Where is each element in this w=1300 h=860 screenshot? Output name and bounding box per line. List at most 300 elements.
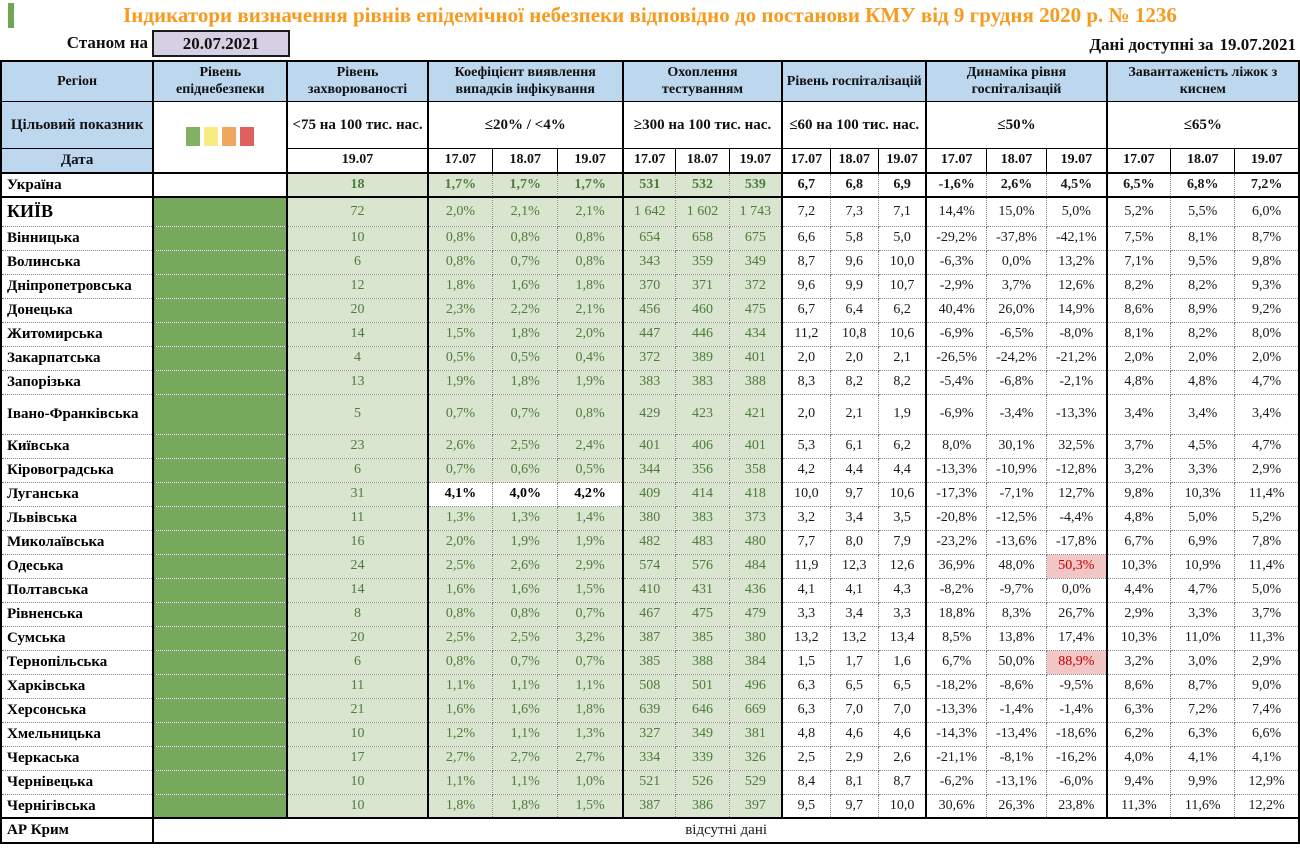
oxygen-beds-value: 7,2% [1235, 173, 1299, 197]
hospitalization-value: 4,3 [878, 578, 926, 602]
testing-value: 372 [729, 274, 782, 298]
incidence-value: 13 [287, 370, 427, 394]
incidence-value: 16 [287, 530, 427, 554]
testing-value: 383 [676, 506, 729, 530]
testing-value: 421 [729, 394, 782, 434]
date-cell: 17.07 [623, 148, 676, 173]
testing-value: 521 [623, 770, 676, 794]
hospitalization-dynamics-value: -4,4% [1047, 506, 1107, 530]
hospitalization-dynamics-value: -1,6% [926, 173, 986, 197]
testing-value: 414 [676, 482, 729, 506]
hospitalization-value: 13,4 [878, 626, 926, 650]
epidemic-level-legend [153, 101, 287, 173]
hospitalization-dynamics-value: 5,0% [1047, 197, 1107, 226]
table-body [1, 173, 1299, 843]
testing-value: 658 [676, 226, 729, 250]
oxygen-beds-value: 4,8% [1107, 370, 1171, 394]
meta-row [0, 30, 1300, 60]
epidemic-level-cell [153, 506, 287, 530]
detection-coef-value: 1,1% [493, 770, 558, 794]
oxygen-beds-value: 6,3% [1171, 722, 1235, 746]
hospitalization-value: 6,3 [782, 674, 830, 698]
as-of-label: Станом на [66, 33, 148, 52]
region-name: Київська [1, 434, 153, 458]
hospitalization-dynamics-value: -2,9% [926, 274, 986, 298]
oxygen-beds-value: 11,3% [1107, 794, 1171, 818]
incidence-value: 23 [287, 434, 427, 458]
testing-value: 460 [676, 298, 729, 322]
table-row [1, 434, 1299, 458]
hospitalization-dynamics-value: -12,5% [986, 506, 1046, 530]
detection-coef-value: 1,7% [428, 173, 493, 197]
detection-coef-column-header: Коефіцієнт виявлення випадків інфікування [428, 61, 623, 101]
hospitalization-dynamics-target: ≤50% [926, 101, 1106, 148]
region-name: Луганська [1, 482, 153, 506]
hospitalization-dynamics-value: 23,8% [1047, 794, 1107, 818]
table-row [1, 173, 1299, 197]
oxygen-beds-value: 4,8% [1107, 506, 1171, 530]
hospitalization-value: 7,1 [878, 197, 926, 226]
detection-coef-value: 0,7% [493, 250, 558, 274]
incidence-value: 10 [287, 722, 427, 746]
detection-coef-value: 2,0% [558, 322, 623, 346]
hospitalization-dynamics-value: 26,7% [1047, 602, 1107, 626]
detection-coef-value: 2,1% [558, 197, 623, 226]
detection-coef-value: 0,8% [558, 250, 623, 274]
epidemic-level-cell [153, 746, 287, 770]
region-name: Житомирська [1, 322, 153, 346]
detection-coef-value: 0,4% [558, 346, 623, 370]
detection-coef-value: 0,8% [558, 226, 623, 250]
incidence-value: 11 [287, 674, 427, 698]
hospitalization-dynamics-value: -6,9% [926, 394, 986, 434]
oxygen-beds-value: 9,3% [1235, 274, 1299, 298]
detection-coef-value: 1,7% [493, 173, 558, 197]
hospitalization-dynamics-value: 14,9% [1047, 298, 1107, 322]
date-cell: 17.07 [428, 148, 493, 173]
oxygen-beds-value: 9,0% [1235, 674, 1299, 698]
indicators-table [0, 60, 1300, 844]
date-cell: 19.07 [878, 148, 926, 173]
hospitalization-value: 7,0 [830, 698, 878, 722]
hospitalization-dynamics-value: -13,3% [926, 458, 986, 482]
oxygen-beds-target: ≤65% [1107, 101, 1299, 148]
hospitalization-value: 13,2 [830, 626, 878, 650]
table-row [1, 298, 1299, 322]
testing-value: 327 [623, 722, 676, 746]
detection-coef-value: 2,5% [428, 554, 493, 578]
testing-value: 467 [623, 602, 676, 626]
hospitalization-value: 7,9 [878, 530, 926, 554]
hospitalization-value: 3,4 [830, 506, 878, 530]
testing-value: 456 [623, 298, 676, 322]
hospitalization-value: 7,2 [782, 197, 830, 226]
table-row [1, 394, 1299, 434]
testing-value: 436 [729, 578, 782, 602]
table-row [1, 322, 1299, 346]
hospitalization-value: 9,7 [830, 794, 878, 818]
hospitalization-value: 8,3 [782, 370, 830, 394]
testing-value: 418 [729, 482, 782, 506]
hospitalization-dynamics-value: 26,3% [986, 794, 1046, 818]
oxygen-beds-value: 7,8% [1235, 530, 1299, 554]
testing-value: 383 [623, 370, 676, 394]
oxygen-beds-value: 3,2% [1107, 650, 1171, 674]
region-name: Хмельницька [1, 722, 153, 746]
date-cell: 18.07 [493, 148, 558, 173]
oxygen-beds-value: 4,7% [1235, 370, 1299, 394]
oxygen-beds-value: 7,1% [1107, 250, 1171, 274]
detection-coef-value: 1,5% [558, 578, 623, 602]
hospitalization-dynamics-value: -13,6% [986, 530, 1046, 554]
hospitalization-dynamics-value: 48,0% [986, 554, 1046, 578]
oxygen-beds-value: 10,3% [1171, 482, 1235, 506]
region-name: Дніпропетровська [1, 274, 153, 298]
epidemic-level-cell [153, 554, 287, 578]
table-row [1, 506, 1299, 530]
detection-coef-value: 1,3% [428, 506, 493, 530]
date-cell: 19.07 [1235, 148, 1299, 173]
hospitalization-value: 3,2 [782, 506, 830, 530]
hospitalization-dynamics-value: -42,1% [1047, 226, 1107, 250]
oxygen-beds-value: 5,0% [1171, 506, 1235, 530]
testing-value: 401 [729, 346, 782, 370]
region-name: Донецька [1, 298, 153, 322]
detection-coef-value: 1,8% [428, 794, 493, 818]
oxygen-beds-value: 7,2% [1171, 698, 1235, 722]
detection-coef-value: 1,3% [558, 722, 623, 746]
detection-coef-value: 0,8% [493, 602, 558, 626]
table-row [1, 626, 1299, 650]
hospitalization-dynamics-value: -37,8% [986, 226, 1046, 250]
hospitalization-dynamics-value: -2,1% [1047, 370, 1107, 394]
region-name: Вінницька [1, 226, 153, 250]
detection-coef-value: 0,7% [493, 394, 558, 434]
oxygen-beds-value: 11,4% [1235, 554, 1299, 578]
oxygen-beds-value: 2,9% [1235, 458, 1299, 482]
oxygen-beds-value: 3,3% [1171, 602, 1235, 626]
detection-coef-value: 1,5% [558, 794, 623, 818]
hospitalization-dynamics-value: 26,0% [986, 298, 1046, 322]
oxygen-beds-value: 8,6% [1107, 674, 1171, 698]
testing-value: 508 [623, 674, 676, 698]
testing-value: 372 [623, 346, 676, 370]
oxygen-beds-value: 11,0% [1171, 626, 1235, 650]
hospitalization-value: 2,6 [878, 746, 926, 770]
hospitalization-value: 11,2 [782, 322, 830, 346]
hospitalization-dynamics-value: -24,2% [986, 346, 1046, 370]
oxygen-beds-value: 4,0% [1107, 746, 1171, 770]
hospitalization-value: 2,0 [782, 394, 830, 434]
hospitalization-value: 12,6 [878, 554, 926, 578]
oxygen-beds-value: 6,0% [1235, 197, 1299, 226]
hospitalization-dynamics-value: 8,0% [926, 434, 986, 458]
detection-coef-value: 2,4% [558, 434, 623, 458]
table-row [1, 650, 1299, 674]
region-name: Тернопільська [1, 650, 153, 674]
testing-value: 370 [623, 274, 676, 298]
epidemic-level-cell [153, 458, 287, 482]
detection-coef-value: 0,7% [558, 602, 623, 626]
detection-coef-value: 1,9% [493, 530, 558, 554]
hospitalization-value: 5,3 [782, 434, 830, 458]
table-row [1, 698, 1299, 722]
epidemic-level-cell [153, 322, 287, 346]
table-row [1, 722, 1299, 746]
oxygen-beds-value: 10,3% [1107, 626, 1171, 650]
oxygen-beds-value: 3,0% [1171, 650, 1235, 674]
region-name: КИЇВ [1, 197, 153, 226]
oxygen-beds-value: 11,3% [1235, 626, 1299, 650]
hospitalization-dynamics-value: -23,2% [926, 530, 986, 554]
hospitalization-value: 4,1 [830, 578, 878, 602]
testing-value: 339 [676, 746, 729, 770]
testing-value: 371 [676, 274, 729, 298]
incidence-value: 21 [287, 698, 427, 722]
oxygen-beds-value: 12,9% [1235, 770, 1299, 794]
detection-coef-value: 0,5% [558, 458, 623, 482]
hospitalization-dynamics-value: -6,0% [1047, 770, 1107, 794]
title-bar [0, 0, 1300, 30]
region-name: Чернівецька [1, 770, 153, 794]
testing-value: 1 743 [729, 197, 782, 226]
testing-value: 383 [676, 370, 729, 394]
detection-coef-value: 2,0% [428, 197, 493, 226]
region-name: Харківська [1, 674, 153, 698]
testing-value: 431 [676, 578, 729, 602]
detection-coef-value: 2,5% [493, 626, 558, 650]
hospitalization-value: 4,4 [878, 458, 926, 482]
hospitalization-value: 6,1 [830, 434, 878, 458]
epidemic-level-cell [153, 370, 287, 394]
oxygen-beds-value: 5,2% [1107, 197, 1171, 226]
incidence-value: 12 [287, 274, 427, 298]
detection-coef-value: 1,6% [428, 578, 493, 602]
testing-value: 385 [676, 626, 729, 650]
table-row [1, 346, 1299, 370]
hospitalization-dynamics-value: -13,3% [1047, 394, 1107, 434]
hospitalization-value: 6,5 [878, 674, 926, 698]
hospitalization-dynamics-value: -13,1% [986, 770, 1046, 794]
oxygen-beds-value: 5,5% [1171, 197, 1235, 226]
oxygen-beds-value: 3,7% [1235, 602, 1299, 626]
hospitalization-dynamics-value: 8,3% [986, 602, 1046, 626]
oxygen-beds-value: 3,7% [1107, 434, 1171, 458]
hospitalization-dynamics-value: 2,6% [986, 173, 1046, 197]
hospitalization-value: 1,9 [878, 394, 926, 434]
epidemic-level-column-header: Рівень епіднебезпеки [153, 61, 287, 101]
testing-value: 446 [676, 322, 729, 346]
testing-value: 484 [729, 554, 782, 578]
oxygen-beds-value: 2,0% [1171, 346, 1235, 370]
detection-coef-value: 1,1% [493, 674, 558, 698]
hospitalization-dynamics-value: 50,0% [986, 650, 1046, 674]
hospitalization-value: 4,6 [830, 722, 878, 746]
oxygen-beds-value: 4,4% [1107, 578, 1171, 602]
table-row [1, 530, 1299, 554]
oxygen-beds-value: 8,9% [1171, 298, 1235, 322]
table-row [1, 250, 1299, 274]
hospitalization-dynamics-value: 13,8% [986, 626, 1046, 650]
testing-value: 529 [729, 770, 782, 794]
date-cell: 18.07 [676, 148, 729, 173]
epidemic-level-cell [153, 794, 287, 818]
testing-value: 334 [623, 746, 676, 770]
hospitalization-value: 8,1 [830, 770, 878, 794]
hospitalization-dynamics-value: -6,3% [926, 250, 986, 274]
oxygen-beds-value: 3,4% [1107, 394, 1171, 434]
incidence-value: 8 [287, 602, 427, 626]
hospitalization-value: 3,5 [878, 506, 926, 530]
hospitalization-dynamics-value: -21,2% [1047, 346, 1107, 370]
epidemic-level-cell [153, 698, 287, 722]
hospitalization-dynamics-value: -18,6% [1047, 722, 1107, 746]
detection-coef-value: 1,2% [428, 722, 493, 746]
region-name: Запорізька [1, 370, 153, 394]
oxygen-beds-value: 4,7% [1171, 578, 1235, 602]
epidemic-level-cell [153, 346, 287, 370]
epidemic-level-cell [153, 173, 287, 197]
testing-value: 423 [676, 394, 729, 434]
hospitalization-value: 8,4 [782, 770, 830, 794]
testing-value: 381 [729, 722, 782, 746]
table-row [1, 482, 1299, 506]
region-name: АР Крим [1, 818, 153, 843]
detection-coef-value: 1,1% [558, 674, 623, 698]
oxygen-beds-value: 7,5% [1107, 226, 1171, 250]
oxygen-beds-value: 3,4% [1171, 394, 1235, 434]
testing-value: 675 [729, 226, 782, 250]
hospitalization-dynamics-value: 15,0% [986, 197, 1046, 226]
oxygen-beds-value: 9,4% [1107, 770, 1171, 794]
testing-value: 388 [729, 370, 782, 394]
epidemic-level-cell [153, 770, 287, 794]
detection-coef-value: 2,1% [558, 298, 623, 322]
testing-column-header: Охоплення тестуванням [623, 61, 782, 101]
oxygen-beds-value: 6,8% [1171, 173, 1235, 197]
hospitalization-dynamics-value: -17,3% [926, 482, 986, 506]
hospitalization-value: 2,9 [830, 746, 878, 770]
epidemic-level-cell [153, 674, 287, 698]
oxygen-beds-value: 2,9% [1107, 602, 1171, 626]
as-of-date-box: 20.07.2021 [152, 30, 290, 57]
hospitalization-value: 5,0 [878, 226, 926, 250]
hospitalization-dynamics-value: 0,0% [986, 250, 1046, 274]
detection-coef-value: 1,6% [493, 698, 558, 722]
oxygen-beds-value: 11,4% [1235, 482, 1299, 506]
detection-coef-value: 4,0% [493, 482, 558, 506]
testing-value: 389 [676, 346, 729, 370]
detection-coef-value: 1,9% [558, 530, 623, 554]
incidence-value: 10 [287, 794, 427, 818]
hospitalization-dynamics-value: 17,4% [1047, 626, 1107, 650]
testing-value: 479 [729, 602, 782, 626]
table-row [1, 602, 1299, 626]
testing-value: 359 [676, 250, 729, 274]
hospitalization-value: 11,9 [782, 554, 830, 578]
hospitalization-dynamics-value: 3,7% [986, 274, 1046, 298]
hospitalization-value: 9,6 [830, 250, 878, 274]
oxygen-beds-value: 8,2% [1171, 322, 1235, 346]
detection-coef-value: 2,2% [493, 298, 558, 322]
detection-coef-value: 0,5% [493, 346, 558, 370]
hospitalization-dynamics-value: -6,5% [986, 322, 1046, 346]
oxygen-beds-value: 8,1% [1171, 226, 1235, 250]
detection-coef-value: 1,8% [558, 274, 623, 298]
incidence-value: 4 [287, 346, 427, 370]
incidence-value: 20 [287, 626, 427, 650]
detection-coef-value: 0,8% [558, 394, 623, 434]
hospitalization-dynamics-value: -8,1% [986, 746, 1046, 770]
oxygen-beds-value: 9,2% [1235, 298, 1299, 322]
region-name: Львівська [1, 506, 153, 530]
hospitalization-value: 10,8 [830, 322, 878, 346]
testing-value: 380 [729, 626, 782, 650]
hospitalization-value: 10,0 [782, 482, 830, 506]
oxygen-beds-value: 2,9% [1235, 650, 1299, 674]
testing-value: 384 [729, 650, 782, 674]
hospitalization-value: 9,9 [830, 274, 878, 298]
date-row-label: Дата [1, 148, 153, 173]
hospitalization-dynamics-value: 18,8% [926, 602, 986, 626]
hospitalization-dynamics-value: -7,1% [986, 482, 1046, 506]
hospitalization-value: 6,7 [782, 173, 830, 197]
table-row [1, 674, 1299, 698]
detection-coef-value: 1,1% [428, 674, 493, 698]
detection-coef-value: 2,7% [493, 746, 558, 770]
green-accent-mark [8, 3, 14, 28]
hospitalization-dynamics-value: 0,0% [1047, 578, 1107, 602]
detection-coef-value: 2,6% [428, 434, 493, 458]
oxygen-beds-value: 6,6% [1235, 722, 1299, 746]
testing-value: 406 [676, 434, 729, 458]
hospitalization-value: 4,4 [830, 458, 878, 482]
testing-value: 388 [676, 650, 729, 674]
oxygen-beds-column-header: Завантаженість ліжок з киснем [1107, 61, 1299, 101]
hospitalization-dynamics-value: -26,5% [926, 346, 986, 370]
page-title: Індикатори визначення рівнів епідемічної небезпеки відповідно до постанови КМУ від 9 грудня 2020 р. № 1236 [123, 3, 1177, 27]
hospitalization-value: 2,0 [830, 346, 878, 370]
hospitalization-dynamics-value: -16,2% [1047, 746, 1107, 770]
oxygen-beds-value: 8,2% [1171, 274, 1235, 298]
table-row [1, 578, 1299, 602]
oxygen-beds-value: 9,5% [1171, 250, 1235, 274]
hospitalization-value: 2,0 [782, 346, 830, 370]
hospitalization-value: 6,4 [830, 298, 878, 322]
oxygen-beds-value: 4,8% [1171, 370, 1235, 394]
yellow-level-swatch [204, 127, 218, 146]
region-name: Черкаська [1, 746, 153, 770]
oxygen-beds-value: 12,2% [1235, 794, 1299, 818]
testing-value: 358 [729, 458, 782, 482]
table-row [1, 274, 1299, 298]
region-name: Рівненська [1, 602, 153, 626]
incidence-value: 10 [287, 226, 427, 250]
detection-coef-value: 0,7% [493, 650, 558, 674]
epidemic-level-cell [153, 274, 287, 298]
incidence-value: 24 [287, 554, 427, 578]
testing-value: 387 [623, 626, 676, 650]
testing-value: 343 [623, 250, 676, 274]
table-row [1, 746, 1299, 770]
hospitalization-value: 2,1 [878, 346, 926, 370]
oxygen-beds-value: 5,0% [1235, 578, 1299, 602]
hospitalization-dynamics-value: 13,2% [1047, 250, 1107, 274]
hospitalization-dynamics-value: -13,3% [926, 698, 986, 722]
hospitalization-value: 6,2 [878, 298, 926, 322]
hospitalization-value: 4,1 [782, 578, 830, 602]
hospitalization-value: 8,0 [830, 530, 878, 554]
